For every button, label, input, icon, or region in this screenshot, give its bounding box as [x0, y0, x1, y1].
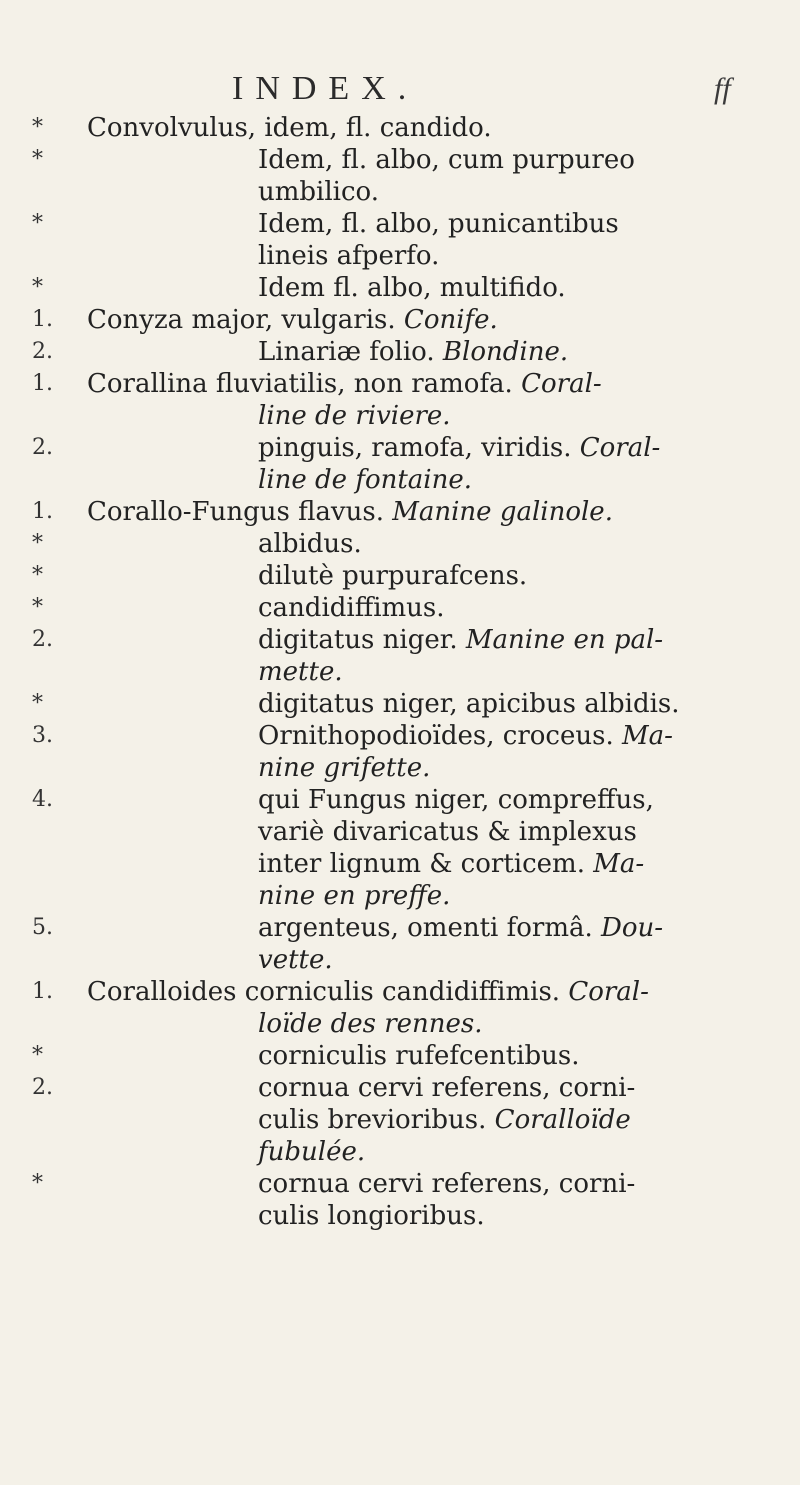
page-header: [0, 70, 800, 110]
entry-vernacular-continuation: nine en preffe.: [258, 881, 451, 911]
index-line: [0, 688, 800, 720]
entry-heading: Corallina fluviatilis, non ramofa. Coral-: [87, 369, 602, 399]
entry-continuation: variè divaricatus & implexus: [258, 817, 637, 847]
entry-mark: 3.: [32, 723, 53, 748]
entry-mark: 1.: [32, 371, 53, 396]
index-line: [0, 656, 800, 688]
entry-mark: *: [32, 691, 43, 716]
index-line: [0, 400, 800, 432]
index-line: [0, 944, 800, 976]
index-line: [0, 912, 800, 944]
entry-vernacular-continuation: fubulée.: [258, 1137, 366, 1167]
entry-subitem: albidus.: [258, 529, 362, 559]
entry-mark: *: [32, 1171, 43, 1196]
entry-subitem: Linariæ folio. Blondine.: [258, 337, 569, 367]
entry-mark: 2.: [32, 435, 53, 460]
entry-mark: 2.: [32, 627, 53, 652]
entry-mark: *: [32, 275, 43, 300]
entry-subitem: cornua cervi referens, corni-: [258, 1073, 636, 1103]
entry-mark: *: [32, 1043, 43, 1068]
vernacular-name: Coral-: [560, 977, 649, 1007]
entry-subitem: Idem, fl. albo, punicantibus: [258, 209, 619, 239]
index-line: [0, 368, 800, 400]
entry-subitem: qui Fungus niger, compreffus,: [258, 785, 654, 815]
entry-mark: *: [32, 563, 43, 588]
vernacular-name: Coralloïde: [486, 1105, 631, 1135]
entry-subitem: cornua cervi referens, corni-: [258, 1169, 636, 1199]
index-line: [0, 848, 800, 880]
index-line: [0, 1168, 800, 1200]
entry-heading: Conyza major, vulgaris. Conife.: [87, 305, 498, 335]
index-line: [0, 1072, 800, 1104]
index-line: [0, 112, 800, 144]
entry-vernacular-continuation: line de fontaine.: [258, 465, 473, 495]
index-line: [0, 304, 800, 336]
page-title: INDEX.: [232, 70, 419, 107]
vernacular-name: Coral-: [512, 369, 602, 399]
index-line: [0, 880, 800, 912]
entry-vernacular-continuation: mette.: [258, 657, 343, 687]
index-line: [0, 144, 800, 176]
entry-subitem: argenteus, omenti formâ. Dou-: [258, 913, 664, 943]
entry-vernacular-continuation: nine grifette.: [258, 753, 431, 783]
vernacular-name: Manine galinole.: [383, 497, 613, 527]
index-line: [0, 1200, 800, 1232]
entry-vernacular-continuation: line de riviere.: [258, 401, 451, 431]
index-line: [0, 1104, 800, 1136]
index-line: [0, 1040, 800, 1072]
entry-subitem: digitatus niger, apicibus albidis.: [258, 689, 680, 719]
entry-mark: 1.: [32, 979, 53, 1004]
entry-mark: 1.: [32, 307, 53, 332]
entry-mark: *: [32, 595, 43, 620]
index-line: [0, 336, 800, 368]
entry-heading: Convolvulus, idem, fl. candido.: [87, 113, 492, 143]
entry-continuation: culis brevioribus. Coralloïde: [258, 1105, 631, 1135]
vernacular-name: Blondine.: [434, 337, 569, 367]
entry-mark: 4.: [32, 787, 53, 812]
vernacular-name: Ma-: [613, 721, 673, 751]
entry-mark: *: [32, 147, 43, 172]
entry-subitem: dilutè purpurafcens.: [258, 561, 528, 591]
vernacular-name: Manine en pal-: [457, 625, 664, 655]
index-line: [0, 624, 800, 656]
entry-subitem: corniculis rufefcentibus.: [258, 1041, 580, 1071]
entry-mark: 2.: [32, 339, 53, 364]
index-line: [0, 528, 800, 560]
entry-mark: 2.: [32, 1075, 53, 1100]
entry-continuation: culis longioribus.: [258, 1201, 485, 1231]
entry-subitem: candidiffimus.: [258, 593, 445, 623]
index-line: [0, 752, 800, 784]
entry-heading: Corallo-Fungus flavus. Manine galinole.: [87, 497, 613, 527]
entry-mark: *: [32, 531, 43, 556]
vernacular-name: Conife.: [395, 305, 498, 335]
vernacular-name: Dou-: [592, 913, 664, 943]
index-line: [0, 720, 800, 752]
index-line: [0, 496, 800, 528]
entry-vernacular-continuation: loïde des rennes.: [258, 1009, 483, 1039]
entry-subitem: pinguis, ramofa, viridis. Coral-: [258, 433, 661, 463]
index-line: [0, 1136, 800, 1168]
entry-mark: *: [32, 115, 43, 140]
entry-continuation: lineis afperfo.: [258, 241, 440, 271]
entry-mark: *: [32, 211, 43, 236]
entry-vernacular-continuation: vette.: [258, 945, 333, 975]
index-line: [0, 592, 800, 624]
entry-subitem: Idem fl. albo, multifido.: [258, 273, 566, 303]
entry-mark: 1.: [32, 499, 53, 524]
index-entries: [0, 112, 800, 1232]
entry-subitem: Idem, fl. albo, cum purpureo: [258, 145, 635, 175]
signature-mark: ff: [714, 72, 731, 105]
entry-subitem: digitatus niger. Manine en pal-: [258, 625, 664, 655]
index-line: [0, 272, 800, 304]
index-line: [0, 784, 800, 816]
index-line: [0, 176, 800, 208]
index-line: [0, 560, 800, 592]
index-line: [0, 976, 800, 1008]
entry-continuation: inter lignum & corticem. Ma-: [258, 849, 645, 879]
entry-mark: 5.: [32, 915, 53, 940]
index-line: [0, 208, 800, 240]
entry-subitem: Ornithopodioïdes, croceus. Ma-: [258, 721, 673, 751]
vernacular-name: Ma-: [584, 849, 645, 879]
entry-continuation: umbilico.: [258, 177, 380, 207]
index-line: [0, 464, 800, 496]
index-line: [0, 1008, 800, 1040]
entry-heading: Coralloides corniculis candidiffimis. Coral-: [87, 977, 649, 1007]
index-line: [0, 816, 800, 848]
vernacular-name: Coral-: [571, 433, 661, 463]
index-line: [0, 240, 800, 272]
index-line: [0, 432, 800, 464]
